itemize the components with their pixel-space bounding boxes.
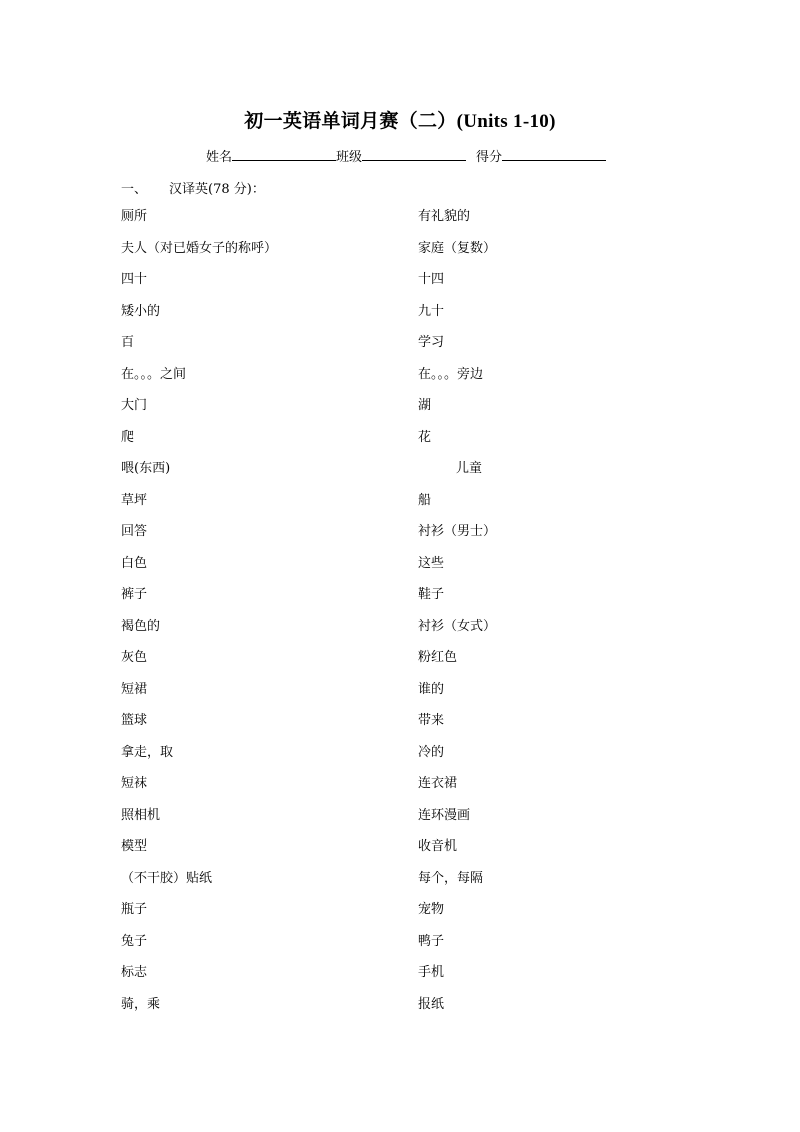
vocab-row <box>0 460 800 492</box>
vocab-row <box>0 271 800 303</box>
vocab-item-right: 衬衫（男士） <box>418 524 497 539</box>
vocab-item-left: 骑，乘 <box>121 996 161 1012</box>
vocab-item-right: 在。。。旁边 <box>418 366 484 382</box>
vocab-item-left: 白色 <box>121 555 148 571</box>
vocab-item-left: 草坪 <box>121 492 148 508</box>
vocab-item-left: 褐色的 <box>121 618 161 634</box>
vocab-row <box>0 303 800 335</box>
vocab-item-left: 短裙 <box>121 681 148 697</box>
vocab-item-left: 喂(东西) <box>121 461 171 476</box>
vocab-item-right: 十四 <box>418 272 445 287</box>
section-heading <box>121 178 265 197</box>
vocab-item-right: 连环漫画 <box>418 807 471 823</box>
vocab-item-right: 收音机 <box>418 839 458 854</box>
vocab-item-right: 手机 <box>418 965 445 980</box>
vocab-item-right: 儿童 <box>456 461 483 476</box>
vocab-item-right: 家庭（复数） <box>418 240 497 256</box>
vocab-item-left: 爬 <box>121 429 135 445</box>
vocab-item-left: 兔子 <box>121 933 148 949</box>
vocab-row <box>0 523 800 555</box>
vocab-item-left: 篮球 <box>121 713 148 728</box>
vocab-item-right: 每个，每隔 <box>418 870 484 886</box>
vocab-item-left: 裤子 <box>121 587 148 602</box>
section-title: 汉译英(78 分)： <box>169 182 265 197</box>
vocab-list <box>0 208 800 1027</box>
vocab-item-right: 连衣裙 <box>418 776 458 791</box>
vocab-item-left: 照相机 <box>121 807 161 823</box>
name-label: 姓名 <box>206 150 233 165</box>
vocab-item-right: 船 <box>418 492 432 508</box>
vocab-row <box>0 838 800 870</box>
vocab-item-right: 学习 <box>418 335 445 350</box>
vocab-row <box>0 712 800 744</box>
section-number: 一、 <box>121 182 148 197</box>
vocab-row <box>0 618 800 650</box>
vocab-item-right: 宠物 <box>418 902 445 917</box>
vocab-row <box>0 492 800 524</box>
vocab-item-right: 九十 <box>418 303 445 319</box>
vocab-item-left: （不干胶）贴纸 <box>121 870 213 886</box>
page-title: 初一英语单词月赛（二）(Units 1-10) <box>244 111 556 132</box>
vocab-row <box>0 555 800 587</box>
vocab-item-right: 冷的 <box>418 744 445 760</box>
vocab-row <box>0 429 800 461</box>
vocab-row <box>0 870 800 902</box>
vocab-item-left: 百 <box>121 335 135 350</box>
vocab-item-right: 粉红色 <box>418 650 458 665</box>
student-info-row <box>206 146 606 165</box>
vocab-item-left: 灰色 <box>121 650 148 665</box>
vocab-item-left: 模型 <box>121 839 148 854</box>
vocab-item-right: 谁的 <box>418 681 445 697</box>
vocab-item-right: 报纸 <box>418 996 445 1012</box>
vocab-row <box>0 366 800 398</box>
vocab-item-left: 四十 <box>121 272 148 287</box>
vocab-row <box>0 397 800 429</box>
vocab-row <box>0 586 800 618</box>
vocab-item-right: 衬衫（女式） <box>418 618 497 634</box>
vocab-item-right: 有礼貌的 <box>418 209 471 224</box>
vocab-row <box>0 807 800 839</box>
vocab-item-left: 标志 <box>121 965 148 980</box>
vocab-row <box>0 208 800 240</box>
vocab-item-left: 瓶子 <box>121 902 148 917</box>
class-blank[interactable] <box>362 146 466 161</box>
vocab-row <box>0 240 800 272</box>
vocab-item-left: 大门 <box>121 398 148 413</box>
vocab-item-right: 湖 <box>418 398 432 413</box>
score-blank[interactable] <box>502 146 606 161</box>
vocab-item-right: 带来 <box>418 713 445 728</box>
vocab-row <box>0 334 800 366</box>
vocab-item-right: 花 <box>418 429 432 445</box>
vocab-item-right: 鸭子 <box>418 933 445 949</box>
vocab-row <box>0 681 800 713</box>
vocab-row <box>0 933 800 965</box>
vocab-item-left: 拿走，取 <box>121 744 174 760</box>
name-blank[interactable] <box>232 146 336 161</box>
vocab-item-right: 这些 <box>418 555 445 571</box>
vocab-item-left: 矮小的 <box>121 303 161 319</box>
vocab-row <box>0 649 800 681</box>
vocab-item-right: 鞋子 <box>418 587 445 602</box>
vocab-item-left: 回答 <box>121 524 148 539</box>
vocab-row <box>0 996 800 1028</box>
vocab-row <box>0 901 800 933</box>
vocab-item-left: 在。。。之间 <box>121 366 187 382</box>
vocab-row <box>0 775 800 807</box>
vocab-row <box>0 964 800 996</box>
class-label: 班级 <box>336 150 363 165</box>
vocab-row <box>0 744 800 776</box>
vocab-item-left: 夫人（对已婚女子的称呼） <box>121 240 278 256</box>
vocab-item-left: 厕所 <box>121 209 148 224</box>
score-label: 得分 <box>476 150 503 165</box>
vocab-item-left: 短袜 <box>121 776 148 791</box>
